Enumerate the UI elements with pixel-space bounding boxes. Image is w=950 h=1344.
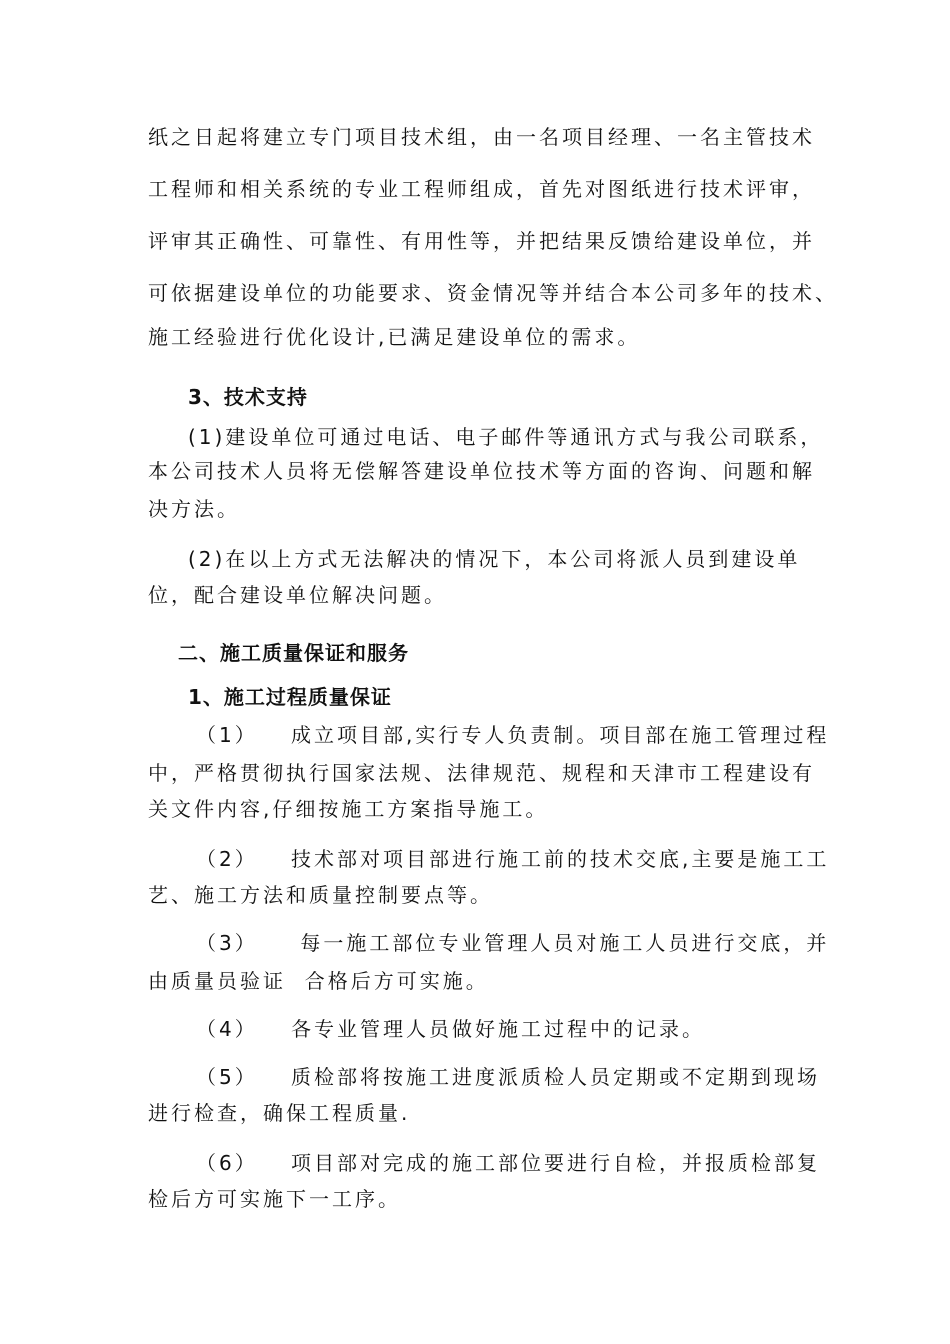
paragraph-line: (2)在以上方式无法解决的情况下，本公司将派人员到建设单 bbox=[188, 547, 801, 571]
item-number: （5） bbox=[196, 1065, 258, 1089]
paragraph-line: 关文件内容,仔细按施工方案指导施工。 bbox=[148, 797, 549, 821]
list-item bbox=[196, 930, 829, 956]
paragraph-line: 由质量员验证 合格后方可实施。 bbox=[148, 969, 489, 993]
paragraph-line: 决方法。 bbox=[148, 497, 240, 521]
item-text: 各专业管理人员做好施工过程中的记录。 bbox=[291, 1017, 705, 1041]
item-number: （4） bbox=[196, 1017, 258, 1041]
section-heading: 3、技术支持 bbox=[188, 385, 308, 409]
paragraph-line: 评审其正确性、可靠性、有用性等，并把结果反馈给建设单位，并 bbox=[148, 229, 815, 253]
paragraph-line: 艺、施工方法和质量控制要点等。 bbox=[148, 883, 493, 907]
item-text: 每一施工部位专业管理人员对施工人员进行交底，并 bbox=[291, 931, 830, 955]
item-text: 质检部将按施工进度派质检人员定期或不定期到现场 bbox=[291, 1065, 820, 1089]
item-text: 技术部对项目部进行施工前的技术交底,主要是施工工 bbox=[291, 847, 830, 871]
list-item bbox=[196, 1064, 820, 1090]
item-number: （6） bbox=[196, 1151, 258, 1175]
paragraph-line: (1)建设单位可通过电话、电子邮件等通讯方式与我公司联系， bbox=[188, 425, 824, 449]
paragraph-line: 中，严格贯彻执行国家法规、法律规范、规程和天津市工程建设有 bbox=[148, 761, 815, 785]
paragraph-line: 工程师和相关系统的专业工程师组成，首先对图纸进行技术评审， bbox=[148, 177, 815, 201]
paragraph-line: 本公司技术人员将无偿解答建设单位技术等方面的咨询、问题和解 bbox=[148, 459, 815, 483]
list-item bbox=[196, 1150, 820, 1176]
paragraph-line: 可依据建设单位的功能要求、资金情况等并结合本公司多年的技术、 bbox=[148, 281, 838, 305]
list-item bbox=[196, 1016, 705, 1042]
item-text: 项目部对完成的施工部位要进行自检，并报质检部复 bbox=[291, 1151, 820, 1175]
paragraph-line: 进行检查，确保工程质量. bbox=[148, 1101, 411, 1125]
item-number: （2） bbox=[196, 847, 258, 871]
list-item bbox=[196, 846, 829, 872]
paragraph-line: 位，配合建设单位解决问题。 bbox=[148, 583, 447, 607]
list-item bbox=[196, 722, 829, 748]
item-number: （3） bbox=[196, 931, 258, 955]
paragraph-line: 施工经验进行优化设计,已满足建设单位的需求。 bbox=[148, 325, 641, 349]
subsection-heading: 1、施工过程质量保证 bbox=[188, 685, 392, 709]
paragraph-line: 纸之日起将建立专门项目技术组，由一名项目经理、一名主管技术 bbox=[148, 125, 815, 149]
section-heading: 二、施工质量保证和服务 bbox=[178, 641, 409, 665]
paragraph-line: 检后方可实施下一工序。 bbox=[148, 1187, 401, 1211]
item-text: 成立项目部,实行专人负责制。项目部在施工管理过程 bbox=[291, 723, 830, 747]
item-number: （1） bbox=[196, 723, 258, 747]
